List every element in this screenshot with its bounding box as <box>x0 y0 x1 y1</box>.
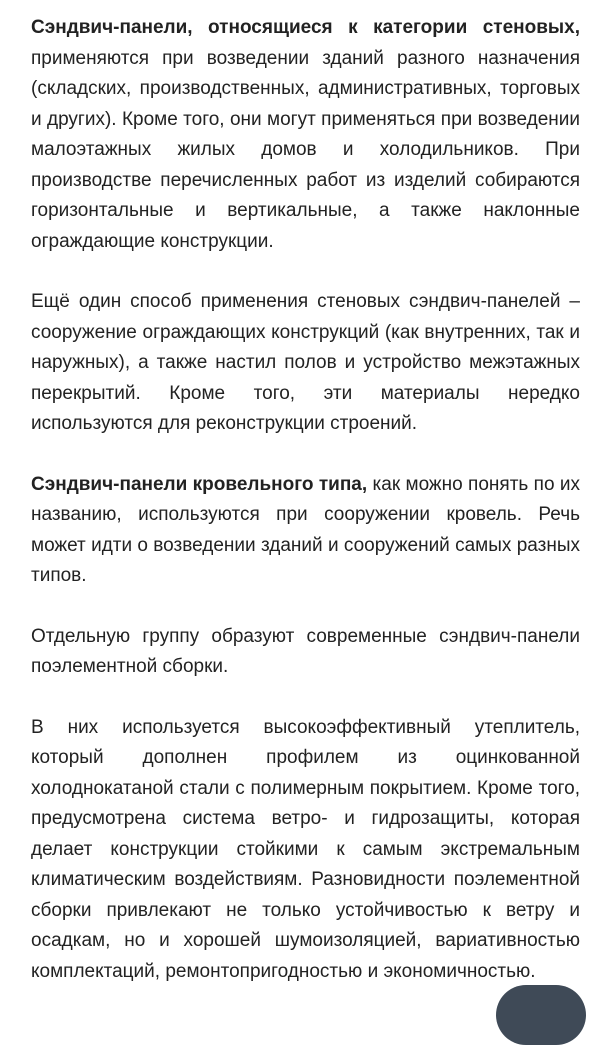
paragraph-lead-bold: Сэндвич-панели, относящиеся к категории стеновых, <box>31 17 580 38</box>
paragraph-text: применяются при возведении зданий разного назначения (складских, производственных, административных, торговых и других). Кроме того, они могут применяться при возведении малоэтажных жилых домов и холодильников. При производстве перечисленных работ из изделий собираются горизонтальные и вертикальные, а также наклонные ограждающие конструкции. <box>31 47 580 252</box>
paragraph-lead-bold: Сэндвич-панели кровельного типа, <box>31 473 368 495</box>
paragraph-roof-panels <box>31 470 580 592</box>
paragraph-text: Ещё один способ применения стеновых сэндвич-панелей – сооружение ограждающих конструкций (как внутренних, так и наружных), а также настил полов и устройство межэтажных перекрытий. Кроме того, эти материалы нередко используются для реконструкции строений. <box>31 291 580 434</box>
paragraph-text: В них используется высокоэффективный утеплитель, который дополнен профилем из оцинкованной холоднокатаной стали с полимерным покрытием. Кроме того, предусмотрена система ветро- и гидрозащиты, которая делает конструкции стойкими к самым экстремальным климатическим воздействиям. Разновидности поэлементной сборки привлекают не только устойчивостью к ветру и осадкам, но и хорошей шумоизоляцией, вариативностью комплектаций, ремонтопригодностью и экономичностью. <box>31 716 580 982</box>
paragraph-text: как можно понять по их названию, используются при сооружении кровель. Речь может идти о возведении зданий и сооружений самых разных типов. <box>31 473 580 586</box>
paragraph-element-assembly-details <box>31 713 580 988</box>
paragraph-wall-panels <box>31 13 580 257</box>
article-body <box>31 13 580 1017</box>
paragraph-wall-panels-usage <box>31 287 580 440</box>
paragraph-element-assembly <box>31 622 580 683</box>
paragraph-text: Отдельную группу образуют современные сэндвич-панели поэлементной сборки. <box>31 625 580 677</box>
floating-action-button[interactable] <box>496 985 586 1045</box>
